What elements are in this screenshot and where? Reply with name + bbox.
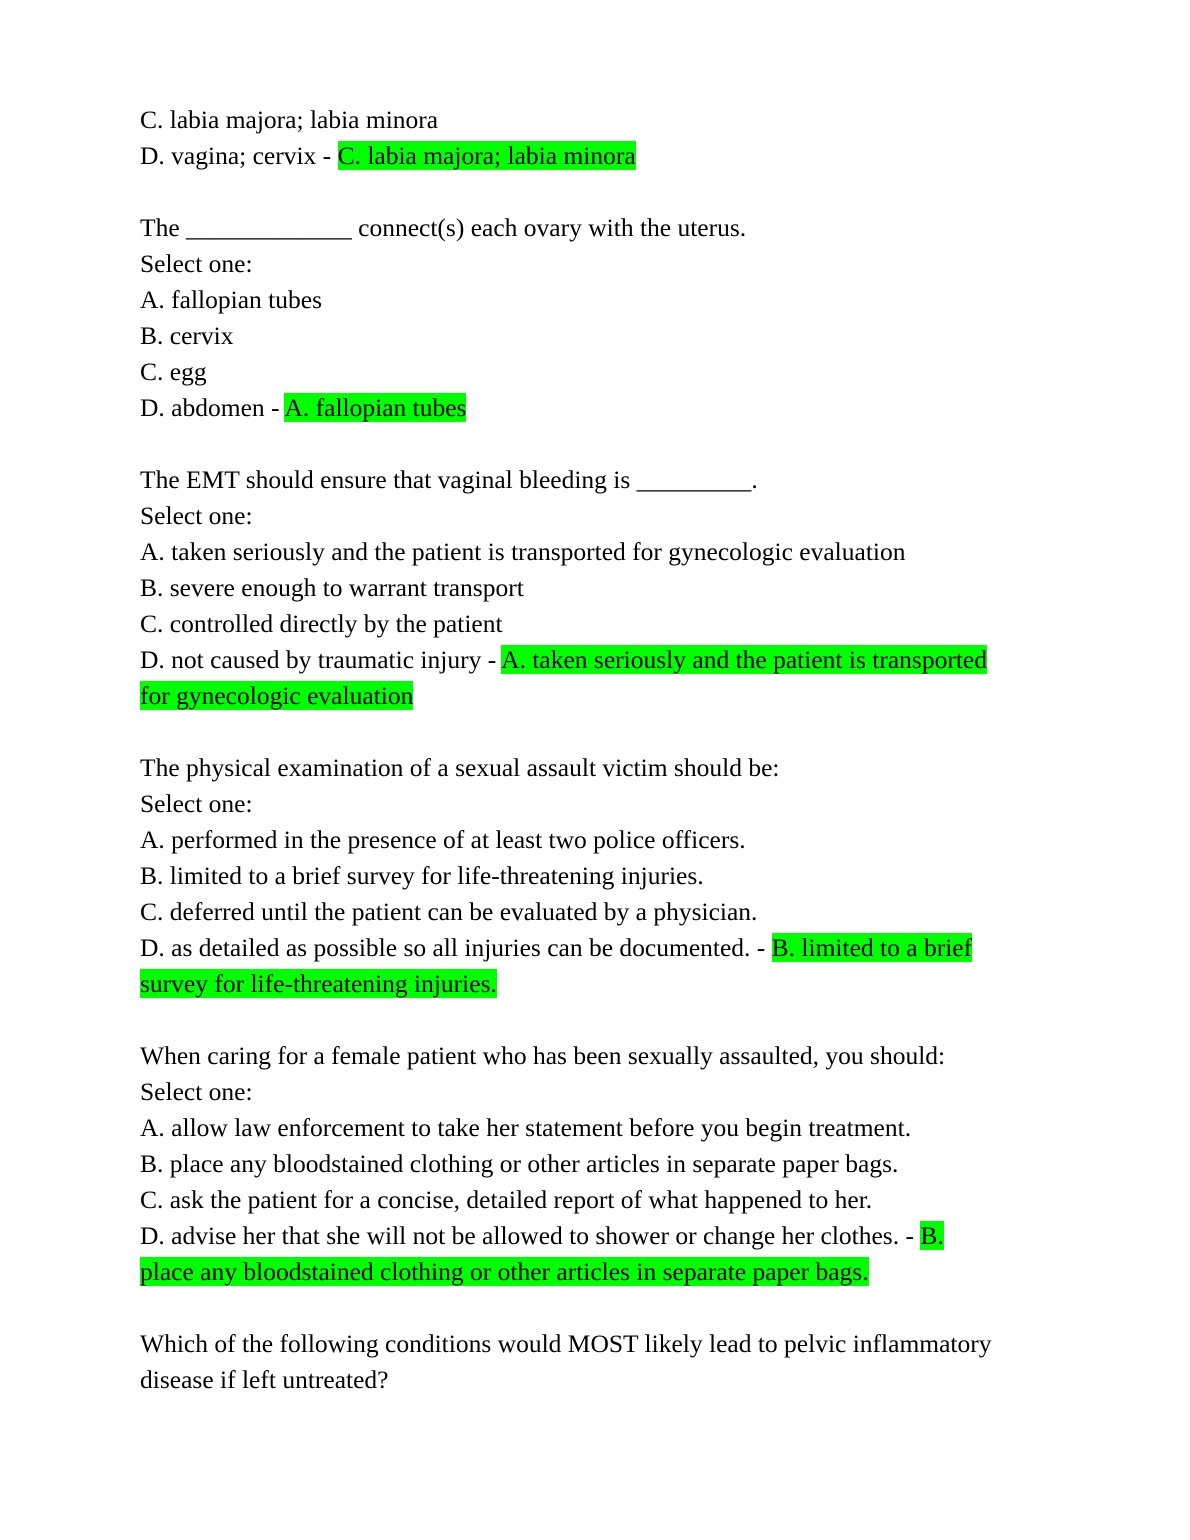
question-text: The EMT should ensure that vaginal bleeding is _________.: [140, 465, 758, 494]
select-one-label: Select one:: [140, 501, 253, 530]
answer-continuation: [140, 678, 1055, 714]
question-block: [140, 210, 1055, 426]
option-d-text: D. not caused by traumatic injury -: [140, 645, 502, 674]
option-c: C. deferred until the patient can be evaluated by a physician.: [140, 897, 758, 926]
document-page: [140, 102, 1055, 1434]
option-d-with-answer: [140, 1218, 1055, 1254]
answer-highlight: C. labia majora; labia minora: [337, 141, 636, 170]
option-d-text: D. abdomen -: [140, 393, 285, 422]
option-c: C. controlled directly by the patient: [140, 609, 503, 638]
select-one-label: Select one:: [140, 1077, 253, 1106]
answer-highlight: survey for life-threatening injuries.: [140, 969, 497, 998]
question-block: [140, 1038, 1055, 1290]
question-text: The physical examination of a sexual assault victim should be:: [140, 753, 780, 782]
question-block: [140, 462, 1055, 714]
select-one-label: Select one:: [140, 789, 253, 818]
option-c: C. egg: [140, 357, 207, 386]
option-d-with-answer: [140, 930, 1055, 966]
answer-highlight: B. limited to a brief: [771, 933, 973, 962]
question-text: Which of the following conditions would MOST likely lead to pelvic inflammatory: [140, 1329, 992, 1358]
question-block: [140, 1326, 1055, 1398]
answer-highlight: A. taken seriously and the patient is transported: [501, 645, 987, 674]
question-text-continuation: disease if left untreated?: [140, 1365, 389, 1394]
option-b: B. cervix: [140, 321, 234, 350]
question-block: [140, 102, 1055, 174]
answer-highlight: for gynecologic evaluation: [140, 681, 414, 710]
answer-continuation: [140, 1254, 1055, 1290]
question-block: [140, 750, 1055, 1002]
option-b: B. severe enough to warrant transport: [140, 573, 524, 602]
answer-continuation: [140, 966, 1055, 1002]
option-d-text: D. as detailed as possible so all injuries can be documented. -: [140, 933, 772, 962]
option-a: A. allow law enforcement to take her statement before you begin treatment.: [140, 1113, 912, 1142]
option-d-text: D. advise her that she will not be allowed to shower or change her clothes. -: [140, 1221, 921, 1250]
answer-highlight: B.: [920, 1221, 944, 1250]
question-text: When caring for a female patient who has been sexually assaulted, you should:: [140, 1041, 946, 1070]
option-c: C. ask the patient for a concise, detailed report of what happened to her.: [140, 1185, 873, 1214]
option-a: A. taken seriously and the patient is transported for gynecologic evaluation: [140, 537, 906, 566]
option-d-with-answer: [140, 138, 1055, 174]
question-text: The _____________ connect(s) each ovary with the uterus.: [140, 213, 747, 242]
answer-highlight: A. fallopian tubes: [284, 393, 467, 422]
option-d-text: D. vagina; cervix -: [140, 141, 338, 170]
option-d-with-answer: [140, 390, 1055, 426]
answer-highlight: place any bloodstained clothing or other articles in separate paper bags.: [140, 1257, 869, 1286]
option-d-with-answer: [140, 642, 1055, 678]
option-a: A. fallopian tubes: [140, 285, 322, 314]
option-a: A. performed in the presence of at least two police officers.: [140, 825, 746, 854]
option-b: B. place any bloodstained clothing or other articles in separate paper bags.: [140, 1149, 899, 1178]
select-one-label: Select one:: [140, 249, 253, 278]
option-b: B. limited to a brief survey for life-threatening injuries.: [140, 861, 704, 890]
option-c: C. labia majora; labia minora: [140, 105, 439, 134]
